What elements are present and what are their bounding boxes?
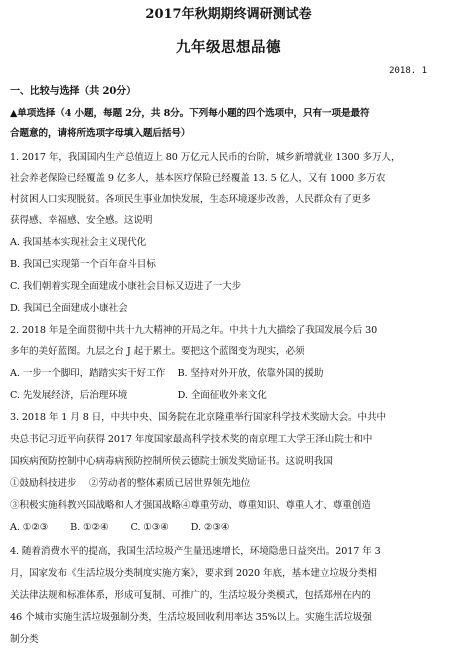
question-1-option-d: D. 我国已全面建成小康社会: [10, 303, 128, 314]
section-instruction: ▲单项选择（4 小题，每题 2分，共 8分。下列每小题的四个选项中，只有一项是最符: [10, 108, 370, 119]
question-3-stem: 3. 2018 年 1 月 8 日，中共中央、国务院在北京隆重举行国家科学技术奖励大会。中共中: [10, 412, 386, 423]
question-4-stem: 制分类: [10, 634, 39, 645]
question-4-stem: 4. 随着消费水平的提高，我国生活垃圾产生量迅速增长，环境隐患日益突出。2017 年 3: [10, 546, 381, 557]
question-2-options: C. 先发展经济，后治理环境 D. 全面征收外来文化: [10, 390, 267, 401]
question-3-items: ①鼓励科技进步 ②劳动者的整体素质已居世界领先地位: [10, 478, 251, 489]
question-1-stem: 获得感、幸福感、安全感。这说明: [10, 215, 153, 226]
exam-date: 2018. 1: [389, 66, 427, 76]
question-1-stem: 村贫困人口实现脱贫。各项民生事业加快发展，生态环境逐步改善，人民群众有了更多: [10, 194, 371, 205]
question-4-stem: 46 个城市实施生活垃圾强制分类，生活垃圾回收利用率达 35%以上。实施生活垃圾强: [10, 612, 372, 623]
exam-title: 2017年秋期期终调研测试卷: [145, 7, 312, 22]
question-1-option-c: C. 我们朝着实现全面建成小康社会目标又迈进了一大步: [10, 281, 242, 292]
question-2-options: A. 一步一个脚印，踏踏实实干好工作 B. 坚持对外开放，依靠外国的援助: [10, 368, 324, 379]
section-instruction: 合题意的，请将所选项字母填入题后括号）: [10, 128, 191, 139]
question-3-stem: 央总书记习近平向获得 2017 年度国家最高科学技术奖的南京理工大学王泽山院士和中: [10, 434, 373, 445]
question-2-stem: 多年的美好蓝图。九层之台 J 起于累土。要把这个蓝图变为现实，必须: [10, 346, 305, 357]
question-4-stem: 月，国家发布《生活垃圾分类制度实施方案》，要求到 2020 年底，基本建立垃圾分类相: [10, 568, 377, 579]
question-3-stem: 国疾病预防控制中心病毒病预防控制所侯云德院士颁发奖励证书。这说明我国: [10, 456, 333, 467]
question-1-option-b: B. 我国已实现第一个百年奋斗目标: [10, 259, 156, 270]
question-3-items: ③积极实施科教兴国战略和人才强国战略④尊重劳动、尊重知识、尊重人才、尊重创造: [10, 500, 371, 511]
question-1-stem: 社会养老保险已经覆盖 9 亿多人，基本医疗保险已经覆盖 13. 5 亿人，又有 1000 多万农: [10, 173, 386, 184]
question-2-stem: 2. 2018 年是全面贯彻中共十九大精神的开局之年。中共十九大描绘了我国发展今后 30: [10, 325, 378, 336]
question-3-options: A. ①②③ B. ①②④ C. ①③④ D. ②③④: [10, 522, 230, 533]
section-heading: 一、比较与选择（共 20分）: [10, 86, 136, 97]
question-1-option-a: A. 我国基本实现社会主义现代化: [10, 237, 147, 248]
question-1-stem: 1. 2017 年，我国国内生产总值迈上 80 万亿元人民币的台阶，城乡新增就业 1300 多万人，: [10, 152, 401, 163]
question-4-stem: 关法律法规和标准体系，形成可复制、可推广的，生活垃圾分类模式，包括郑州在内的: [10, 590, 371, 601]
subject-title: 九年级思想品德: [176, 39, 281, 56]
